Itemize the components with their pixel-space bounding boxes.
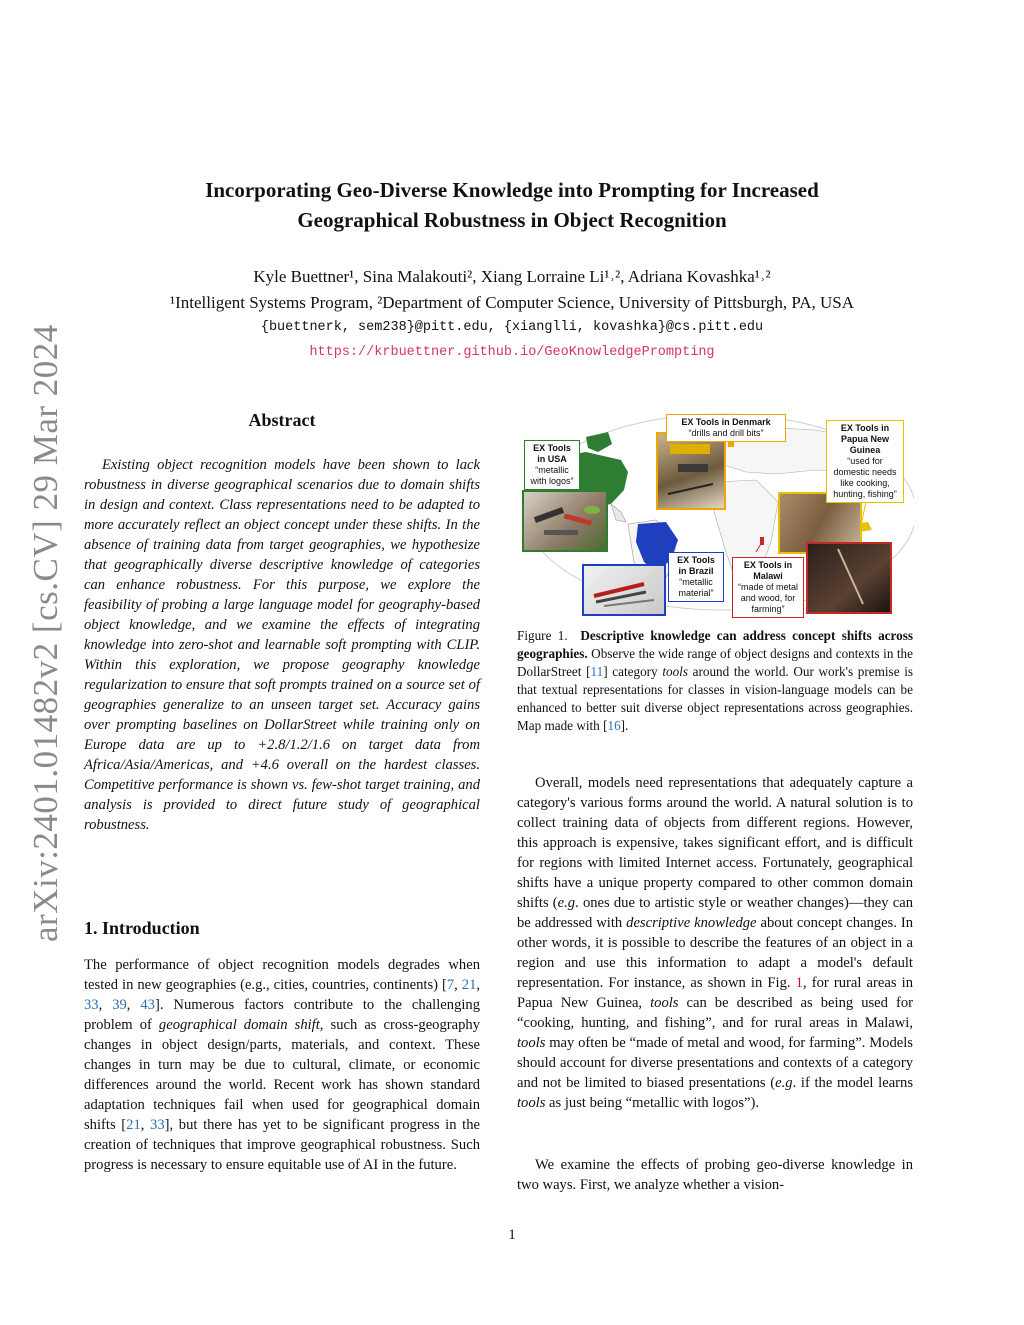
figure-1-world-map bbox=[516, 412, 914, 618]
pliers-photo-icon bbox=[584, 566, 664, 614]
callout-usa: EX Tools in USA “metallic with logos” bbox=[524, 440, 580, 490]
abstract-body: Existing object recognition models have been shown to lack robustness in diverse geographical scenarios due to domain shifts in design and context. Class representations need to be adapted to more accurately reflect an object concept under these shifts. In the absence of training data from target geographies, we hypothesize that geographically diverse descriptive knowledge of categories can enhance robustness. For this purpose, we explore the feasibility of probing a large language model for geography-based object knowledge, and we examine the effects of integrating knowledge into zero-shot and learnable soft prompting with CLIP. Within this exploration, we propose geography knowledge regularization to ensure that soft prompts trained on a source set of geographies generalize to an unseen target set. Accuracy gains over prompting baselines on DollarStreet while training only on Europe data are up to +2.8/1.2/1.6 on target data from Africa/Asia/Americas, and +4.6 overall on the hardest classes. Competitive performance is shown vs. few-shot target training, and analysis is provided to direct future study of geographical robustness. bbox=[84, 457, 480, 833]
figure-1-caption: Figure 1. Descriptive knowledge can address concept shifts across geographies. Observe the wide range of object designs and contexts in the DollarStreet [11] category tools around the world. Our work's premise is that textual representations for classes in vision-language models can be enhanced to better suit diverse object representations across geographies. Map made with [16]. bbox=[517, 628, 914, 733]
citation-link[interactable]: 43 bbox=[140, 997, 155, 1013]
citation-link[interactable]: 33 bbox=[84, 997, 99, 1013]
right-column-paragraph-2: We examine the effects of probing geo-diverse knowledge in two ways. First, we analyze whether a vision- bbox=[517, 1157, 913, 1193]
callout-denmark: EX Tools in Denmark “drills and drill bits” bbox=[666, 414, 786, 442]
citation-link[interactable]: 21 bbox=[461, 977, 477, 993]
callout-brazil: EX Tools in Brazil “metallic material” bbox=[668, 552, 724, 602]
author-emails: {buettnerk, sem238}@pitt.edu, {xianglli, kovashka}@cs.pitt.edu bbox=[260, 320, 764, 335]
usa-tools-photo bbox=[522, 490, 608, 552]
page-number: 1 bbox=[508, 1227, 516, 1243]
brazil-tools-photo bbox=[582, 564, 666, 616]
denmark-tools-photo bbox=[656, 432, 726, 510]
callout-papua-new-guinea: EX Tools in Papua New Guinea “used for domestic needs like cooking, hunting, fishing” bbox=[826, 420, 904, 503]
citation-link[interactable]: 11 bbox=[590, 664, 604, 679]
author-list: Kyle Buettner¹, Sina Malakouti², Xiang Lorraine Li¹˒², Adriana Kovashka¹˒² bbox=[253, 267, 771, 286]
right-column-paragraph-1: Overall, models need representations that adequately capture a category's various forms around the world. A natural solution is to collect training data of objects from different regions. However, this approach is expensive, takes significant effort, and is difficult for regions with limited Internet access. Fortunately, geographical shifts have a unique property compared to other common domain shifts (e.g. ones due to artistic style or weather changes)—they can be addressed with descriptive knowledge about concept changes. In other words, it is possible to describe the features of an object in a region and use this information to adapt a model's default representation. For instance, as shown in Fig. 1, for rural areas in Papua New Guinea, tools can be described as being used for “cooking, hunting, and fishing”, and for rural areas in Malawi, tools may often be “made of metal and wood, for farming”. Models should account for diverse presentations and contexts of a category and not be limited to biased presentations (e.g. if the model learns tools as just being “metallic with logos”). bbox=[517, 775, 914, 1111]
citation-link[interactable]: 21 bbox=[126, 1117, 141, 1133]
title-line-1: Incorporating Geo-Diverse Knowledge into Prompting for Increased bbox=[205, 178, 819, 202]
citation-link[interactable]: 16 bbox=[607, 718, 621, 733]
citation-link[interactable]: 7 bbox=[446, 977, 455, 993]
paper-title bbox=[80, 175, 944, 235]
abstract-heading: Abstract bbox=[248, 410, 316, 430]
title-line-2: Geographical Robustness in Object Recognition bbox=[297, 208, 727, 232]
project-url-link[interactable]: https://krbuettner.github.io/GeoKnowledgePrompting bbox=[309, 345, 715, 360]
hoe-photo-icon bbox=[808, 544, 890, 612]
figure-reference-link[interactable]: 1 bbox=[795, 975, 803, 991]
citation-link[interactable]: 39 bbox=[112, 997, 127, 1013]
callout-malawi: EX Tools in Malawi “made of metal and wood, for farming” bbox=[732, 557, 804, 618]
citation-link[interactable]: 33 bbox=[150, 1117, 165, 1133]
malawi-tools-photo bbox=[806, 542, 892, 614]
affiliations: ¹Intelligent Systems Program, ²Department of Computer Science, University of Pittsburgh, PA, USA bbox=[170, 293, 854, 312]
arxiv-identifier: arXiv:2401.01482v2 [cs.CV] 29 Mar 2024 bbox=[26, 324, 65, 942]
tools-photo-icon bbox=[524, 492, 606, 550]
introduction-paragraph: The performance of object recognition models degrades when tested in new geographies (e.g., cities, countries, continents) [7, 21, 33, 39, 43]. Numerous factors contribute to the challenging problem of geographical domain shift, such as cross-geography changes in object design/parts, materials, and context. These changes in turn may be due to cultural, climate, or economic differences around the world. Recent work has shown standard adaptation techniques fail when used for geographical domain shifts [21, 33], but there has yet to be significant progress in the creation of techniques that improve geographical robustness. Such progress is necessary to ensure equitable use of AI in the future. bbox=[84, 957, 481, 1173]
drill-photo-icon bbox=[658, 434, 724, 508]
introduction-heading: 1. Introduction bbox=[84, 918, 200, 938]
